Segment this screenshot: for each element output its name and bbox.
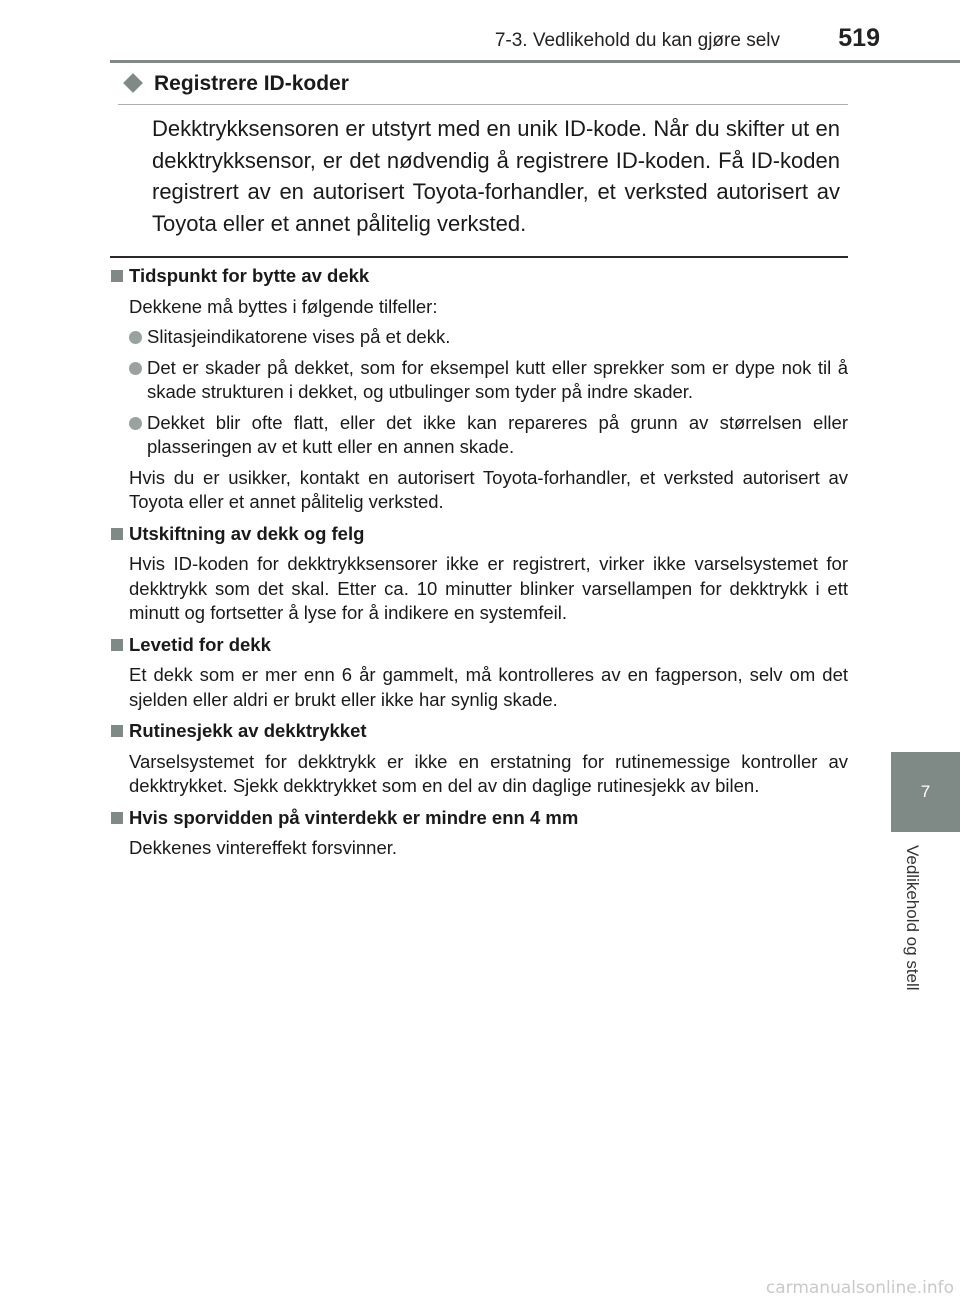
section-rule	[118, 104, 848, 105]
list-item-text: Det er skader på dekket, som for eksempel kutt eller sprekker som er dype nok til å skade strukturen i dekket, og utbulinger som tyder på indre skader.	[147, 356, 848, 402]
section-title: Registrere ID-koder	[154, 72, 349, 95]
list-item	[111, 325, 848, 350]
square-bullet-icon	[111, 639, 123, 651]
note-body: Hvis ID-koden for dekktrykksensorer ikke er registrert, virker ikke varselsystemet for dekktrykk som det skal. Etter ca. 10 minutter blinker varsellampen for dekktrykk i ett minutt og fortsetter å lyse for å indikere en systemfeil.	[129, 553, 848, 623]
note-outro: Hvis du er usikker, kontakt en autorisert Toyota-forhandler, et verksted autorisert av Toyota eller et annet pålitelig verksted.	[129, 466, 848, 512]
note-title-text: Rutinesjekk av dekktrykket	[129, 720, 367, 741]
circle-bullet-icon	[129, 417, 142, 430]
list-item-text: Slitasjeindikatorene vises på et dekk.	[147, 326, 451, 347]
note-title-text: Hvis sporvidden på vinterdekk er mindre enn 4 mm	[129, 806, 579, 828]
note-body: Dekkenes vintereffekt forsvinner.	[129, 837, 398, 858]
watermark: carmanualsonline.info	[765, 1278, 954, 1298]
chapter-number: 7	[920, 782, 931, 801]
note-tire-lifespan	[111, 633, 848, 713]
note-title-text: Tidspunkt for bytte av dekk	[129, 265, 370, 286]
note-title	[111, 806, 848, 831]
note-title	[111, 522, 848, 547]
note-title-text: Levetid for dekk	[129, 633, 271, 655]
note-routine-check	[111, 719, 848, 799]
diamond-icon	[123, 74, 143, 94]
note-title	[111, 719, 848, 744]
note-title-text: Utskiftning av dekk og felg	[129, 522, 365, 544]
list-item	[111, 356, 848, 405]
circle-bullet-icon	[129, 362, 142, 375]
note-body: Varselsystemet for dekktrykk er ikke en erstatning for rutinemessige kontroller av dekktrykket. Sjekk dekktrykket som en del av din daglige rutinesjekk av bilen.	[129, 750, 848, 796]
chapter-title: Vedlikehold og stell	[903, 845, 922, 991]
circle-bullet-icon	[129, 331, 142, 344]
note-title	[111, 633, 848, 658]
note-title	[111, 264, 848, 289]
section-heading	[118, 72, 848, 96]
header-rule	[110, 60, 960, 63]
header-section-title: 7-3. Vedlikehold du kan gjøre selv	[494, 30, 780, 51]
note-tire-replacement	[111, 264, 848, 515]
list-item	[111, 411, 848, 460]
note-winter-tread	[111, 806, 848, 861]
chapter-tab	[891, 752, 960, 832]
section-body: Dekktrykksensoren er utstyrt med en unik ID-kode. Når du skifter ut en dekktrykksensor, er det nødvendig å registrere ID-koden. Få ID-koden registrert av en autorisert Toyota-forhandler, et verksted autorisert av Toyota eller et annet pålitelig verksted.	[152, 116, 840, 236]
notes-list	[111, 264, 848, 868]
note-tire-wheel-replacement	[111, 522, 848, 626]
notes-divider	[110, 256, 848, 258]
square-bullet-icon	[111, 725, 123, 737]
square-bullet-icon	[111, 528, 123, 540]
note-intro: Dekkene må byttes i følgende tilfeller:	[129, 295, 438, 317]
page-number: 519	[838, 24, 880, 52]
note-body: Et dekk som er mer enn 6 år gammelt, må kontrolleres av en fagperson, selv om det sjelden eller aldri er brukt eller ikke har synlig skade.	[129, 664, 848, 710]
square-bullet-icon	[111, 812, 123, 824]
square-bullet-icon	[111, 270, 123, 282]
list-item-text: Dekket blir ofte flatt, eller det ikke kan repareres på grunn av størrelsen eller plasseringen av et kutt eller en annen skade.	[147, 411, 848, 457]
